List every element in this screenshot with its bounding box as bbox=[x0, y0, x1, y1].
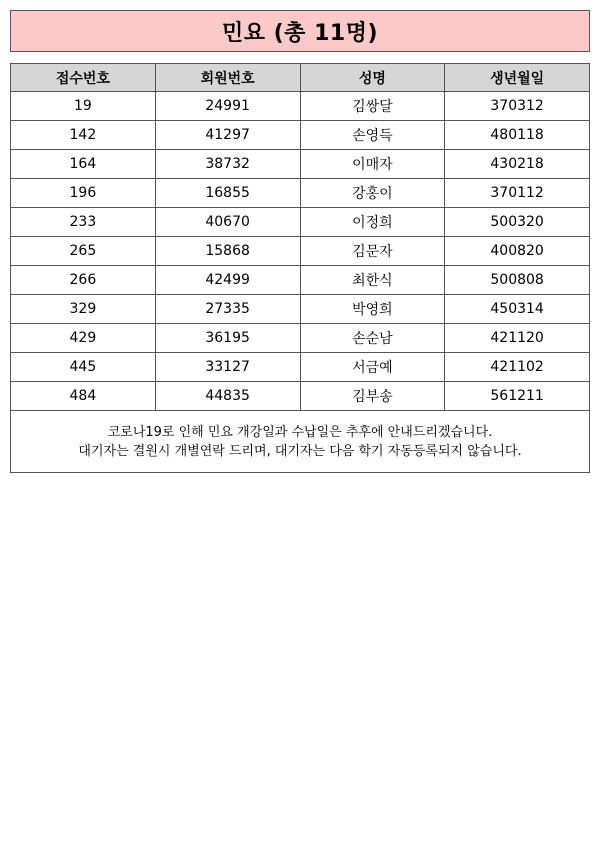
cell-receipt-no: 429 bbox=[11, 324, 156, 353]
cell-member-no: 24991 bbox=[155, 92, 300, 121]
header-birthdate: 생년월일 bbox=[445, 64, 590, 92]
cell-member-no: 15868 bbox=[155, 237, 300, 266]
cell-receipt-no: 484 bbox=[11, 382, 156, 411]
table-row bbox=[11, 266, 590, 295]
cell-birthdate: 561211 bbox=[445, 382, 590, 411]
cell-name: 김문자 bbox=[300, 237, 445, 266]
cell-name: 손순남 bbox=[300, 324, 445, 353]
table-row bbox=[11, 92, 590, 121]
cell-birthdate: 421120 bbox=[445, 324, 590, 353]
header-member-no: 회원번호 bbox=[155, 64, 300, 92]
cell-birthdate: 400820 bbox=[445, 237, 590, 266]
cell-birthdate: 500320 bbox=[445, 208, 590, 237]
roster-table-body bbox=[11, 92, 590, 411]
cell-name: 손영득 bbox=[300, 121, 445, 150]
cell-receipt-no: 19 bbox=[11, 92, 156, 121]
cell-member-no: 40670 bbox=[155, 208, 300, 237]
table-row bbox=[11, 382, 590, 411]
cell-name: 박영희 bbox=[300, 295, 445, 324]
table-row bbox=[11, 150, 590, 179]
table-row bbox=[11, 324, 590, 353]
header-receipt-no: 접수번호 bbox=[11, 64, 156, 92]
cell-birthdate: 421102 bbox=[445, 353, 590, 382]
table-row bbox=[11, 179, 590, 208]
cell-receipt-no: 265 bbox=[11, 237, 156, 266]
cell-receipt-no: 142 bbox=[11, 121, 156, 150]
cell-birthdate: 480118 bbox=[445, 121, 590, 150]
roster-sheet bbox=[10, 10, 590, 473]
cell-name: 김쌍달 bbox=[300, 92, 445, 121]
table-row bbox=[11, 353, 590, 382]
cell-receipt-no: 329 bbox=[11, 295, 156, 324]
cell-birthdate: 500808 bbox=[445, 266, 590, 295]
cell-name: 이정희 bbox=[300, 208, 445, 237]
page-title bbox=[10, 10, 590, 52]
cell-name: 김부송 bbox=[300, 382, 445, 411]
cell-name: 서금예 bbox=[300, 353, 445, 382]
cell-birthdate: 450314 bbox=[445, 295, 590, 324]
cell-member-no: 16855 bbox=[155, 179, 300, 208]
cell-name: 최한식 bbox=[300, 266, 445, 295]
page-title-text: 민요 (총 11명) bbox=[221, 20, 379, 46]
cell-member-no: 36195 bbox=[155, 324, 300, 353]
cell-receipt-no: 196 bbox=[11, 179, 156, 208]
table-header-row bbox=[11, 64, 590, 92]
cell-name: 이매자 bbox=[300, 150, 445, 179]
cell-receipt-no: 445 bbox=[11, 353, 156, 382]
roster-table bbox=[10, 63, 590, 411]
notice-box bbox=[10, 411, 590, 473]
cell-birthdate: 370312 bbox=[445, 92, 590, 121]
notice-line-1: 코로나19로 인해 민요 개강일과 수납일은 추후에 안내드리겠습니다. bbox=[107, 424, 493, 440]
table-row bbox=[11, 121, 590, 150]
cell-receipt-no: 164 bbox=[11, 150, 156, 179]
cell-member-no: 27335 bbox=[155, 295, 300, 324]
cell-birthdate: 370112 bbox=[445, 179, 590, 208]
table-row bbox=[11, 295, 590, 324]
notice-line-2: 대기자는 결원시 개별연락 드리며, 대기자는 다음 학기 자동등록되지 않습니다. bbox=[78, 443, 522, 459]
table-row bbox=[11, 237, 590, 266]
cell-member-no: 41297 bbox=[155, 121, 300, 150]
header-name: 성명 bbox=[300, 64, 445, 92]
cell-member-no: 44835 bbox=[155, 382, 300, 411]
cell-member-no: 33127 bbox=[155, 353, 300, 382]
table-row bbox=[11, 208, 590, 237]
cell-receipt-no: 266 bbox=[11, 266, 156, 295]
cell-receipt-no: 233 bbox=[11, 208, 156, 237]
cell-member-no: 38732 bbox=[155, 150, 300, 179]
cell-member-no: 42499 bbox=[155, 266, 300, 295]
cell-name: 강홍이 bbox=[300, 179, 445, 208]
cell-birthdate: 430218 bbox=[445, 150, 590, 179]
